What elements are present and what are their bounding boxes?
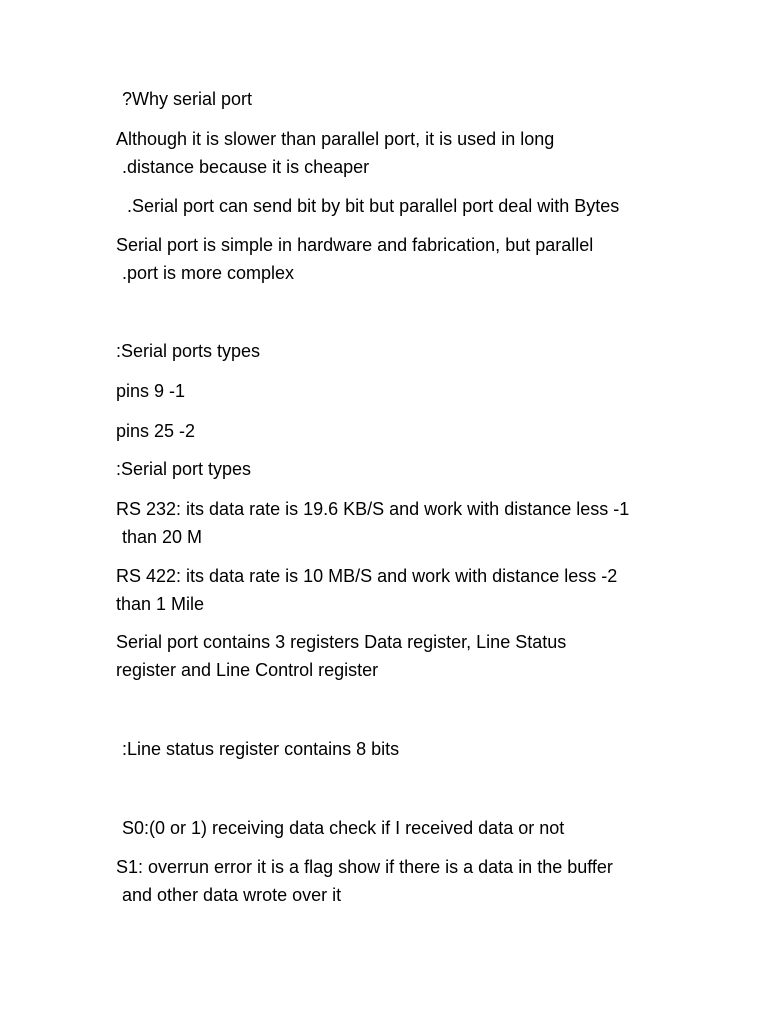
paragraph-line: Serial port is simple in hardware and fabrication, but parallel xyxy=(116,235,594,255)
list-item: than 1 Mile xyxy=(116,594,205,614)
paragraph-line: Serial port contains 3 registers Data register, Line Status xyxy=(116,632,567,652)
list-item: than 20 M xyxy=(122,527,203,547)
list-item: and other data wrote over it xyxy=(122,885,342,905)
heading-line-status-register: :Line status register contains 8 bits xyxy=(122,739,400,759)
list-item: S0:(0 or 1) receiving data check if I received data or not xyxy=(122,818,565,838)
list-item: RS 422: its data rate is 10 MB/S and work with distance less -2 xyxy=(116,566,618,586)
paragraph-line: .distance because it is cheaper xyxy=(122,157,370,177)
list-item: pins 9 -1 xyxy=(116,381,186,401)
heading-serial-port-types: :Serial port types xyxy=(116,459,252,479)
heading-why-serial-port: ?Why serial port xyxy=(122,89,253,109)
list-item: pins 25 -2 xyxy=(116,421,196,441)
list-item: S1: overrun error it is a flag show if there is a data in the buffer xyxy=(116,857,613,877)
heading-serial-ports-types: :Serial ports types xyxy=(116,341,261,361)
paragraph-line: Although it is slower than parallel port, it is used in long xyxy=(116,129,555,149)
list-item: RS 232: its data rate is 19.6 KB/S and work with distance less -1 xyxy=(116,499,630,519)
paragraph-line: register and Line Control register xyxy=(116,660,379,680)
paragraph-line: .port is more complex xyxy=(122,263,295,283)
paragraph-line: .Serial port can send bit by bit but parallel port deal with Bytes xyxy=(127,196,620,216)
